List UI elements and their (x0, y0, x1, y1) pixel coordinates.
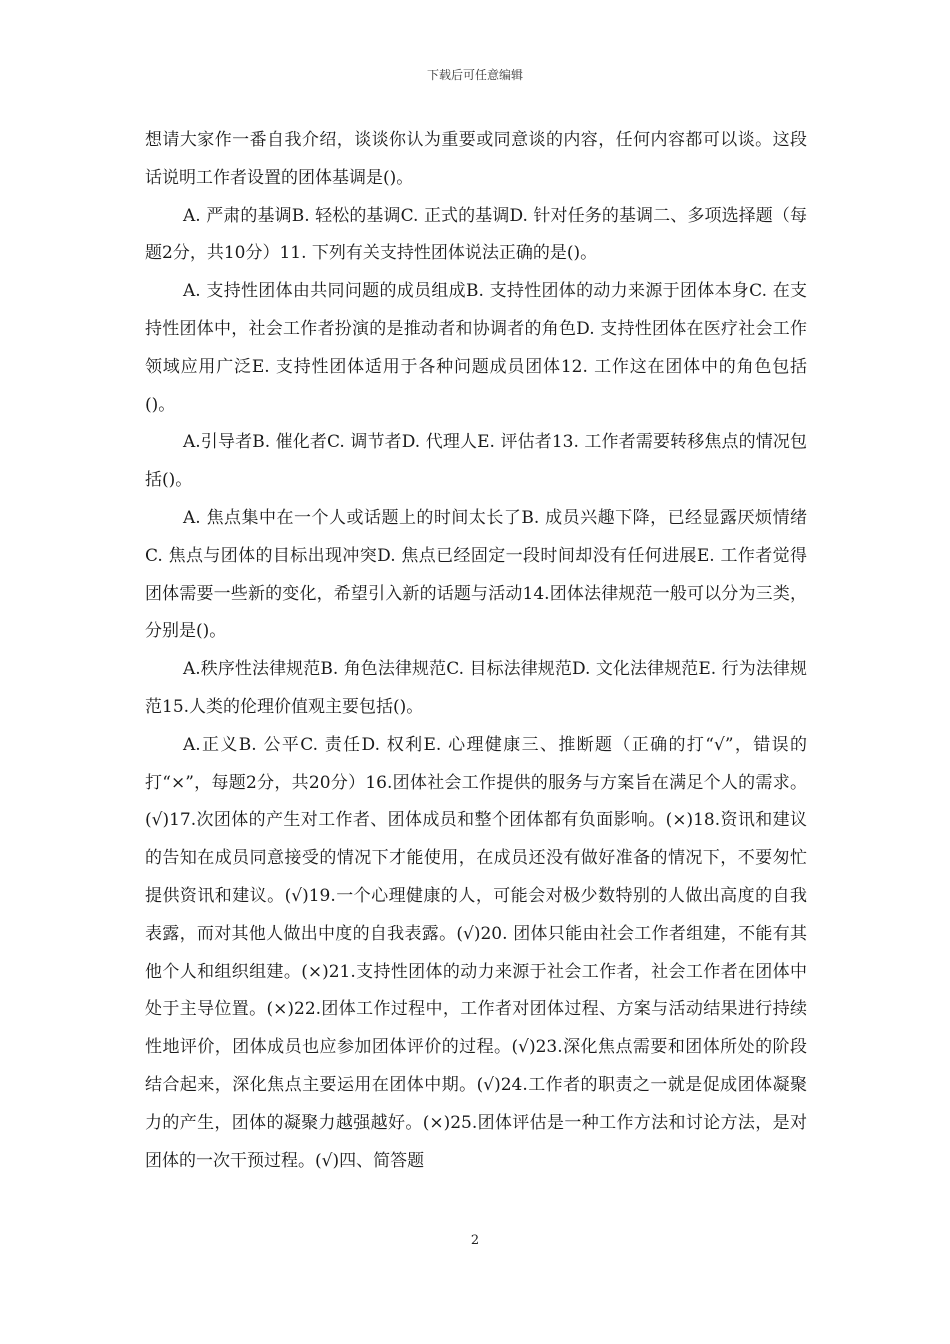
paragraph-3: A. 支持性团体由共同问题的成员组成B. 支持性团体的动力来源于团体本身C. 在支持性团体中，社会工作者扮演的是推动者和协调者的角色D. 支持性团体在医疗社会工作领域应用广泛E. 支持性团体适用于各种问题成员团体12. 工作这在团体中的角色包括()。 (145, 281, 807, 415)
document-body (145, 122, 807, 1180)
paragraph-5: A. 焦点集中在一个人或话题上的时间太长了B. 成员兴趣下降，已经显露厌烦情绪C. 焦点与团体的目标出现冲突D. 焦点已经固定一段时间却没有任何进展E. 工作者觉得团体需要一些新的变化，希望引入新的话题与活动14.团体法律规范一般可以分为三类，分别是()。 (145, 507, 807, 642)
paragraph-2: A. 严肃的基调B. 轻松的基调C. 正式的基调D. 针对任务的基调二、多项选择题（每题2分，共10分）11. 下列有关支持性团体说法正确的是()。 (145, 205, 807, 264)
paragraph-6: A.秩序性法律规范B. 角色法律规范C. 目标法律规范D. 文化法律规范E. 行为法律规范15.人类的伦理价值观主要包括()。 (145, 659, 807, 717)
paragraph-7: A.正义B. 公平C. 责任D. 权利E. 心理健康三、推断题（正确的打“√”，错误的打“×”，每题2分，共20分）16.团体社会工作提供的服务与方案旨在满足个人的需求。(√)17.次团体的产生对工作者、团体成员和整个团体都有负面影响。(×)18.资讯和建议的告知在成员同意接受的情况下才能使用，在成员还没有做好准备的情况下，不要匆忙提供资讯和建议。(√)19.一个心理健康的人，可能会对极少数特别的人做出高度的自我表露，而对其他人做出中度的自我表露。(√)20. 团体只能由社会工作者组建，不能有其他个人和组织组建。(×)21.支持性团体的动力来源于社会工作者，社会工作者在团体中处于主导位置。(×)22.团体工作过程中，工作者对团体过程、方案与活动结果进行持续性地评价，团体成员也应参加团体评价的过程。(√)23.深化焦点需要和团体所处的阶段结合起来，深化焦点主要运用在团体中期。(√)24.工作者的职责之一就是促成团体凝聚力的产生，团体的凝聚力越强越好。(×)25.团体评估是一种工作方法和讨论方法，是对团体的一次干预过程。(√)四、简答题 (145, 734, 807, 1171)
paragraph-4: A.引导者B. 催化者C. 调节者D. 代理人E. 评估者13. 工作者需要转移焦点的情况包括()。 (145, 432, 807, 491)
paragraph-1: 想请大家作一番自我介绍，谈谈你认为重要或同意谈的内容，任何内容都可以谈。这段话说明工作者设置的团体基调是()。 (145, 130, 807, 188)
page-header: 下载后可任意编辑 (426, 68, 523, 82)
page-number: 2 (470, 1233, 480, 1248)
